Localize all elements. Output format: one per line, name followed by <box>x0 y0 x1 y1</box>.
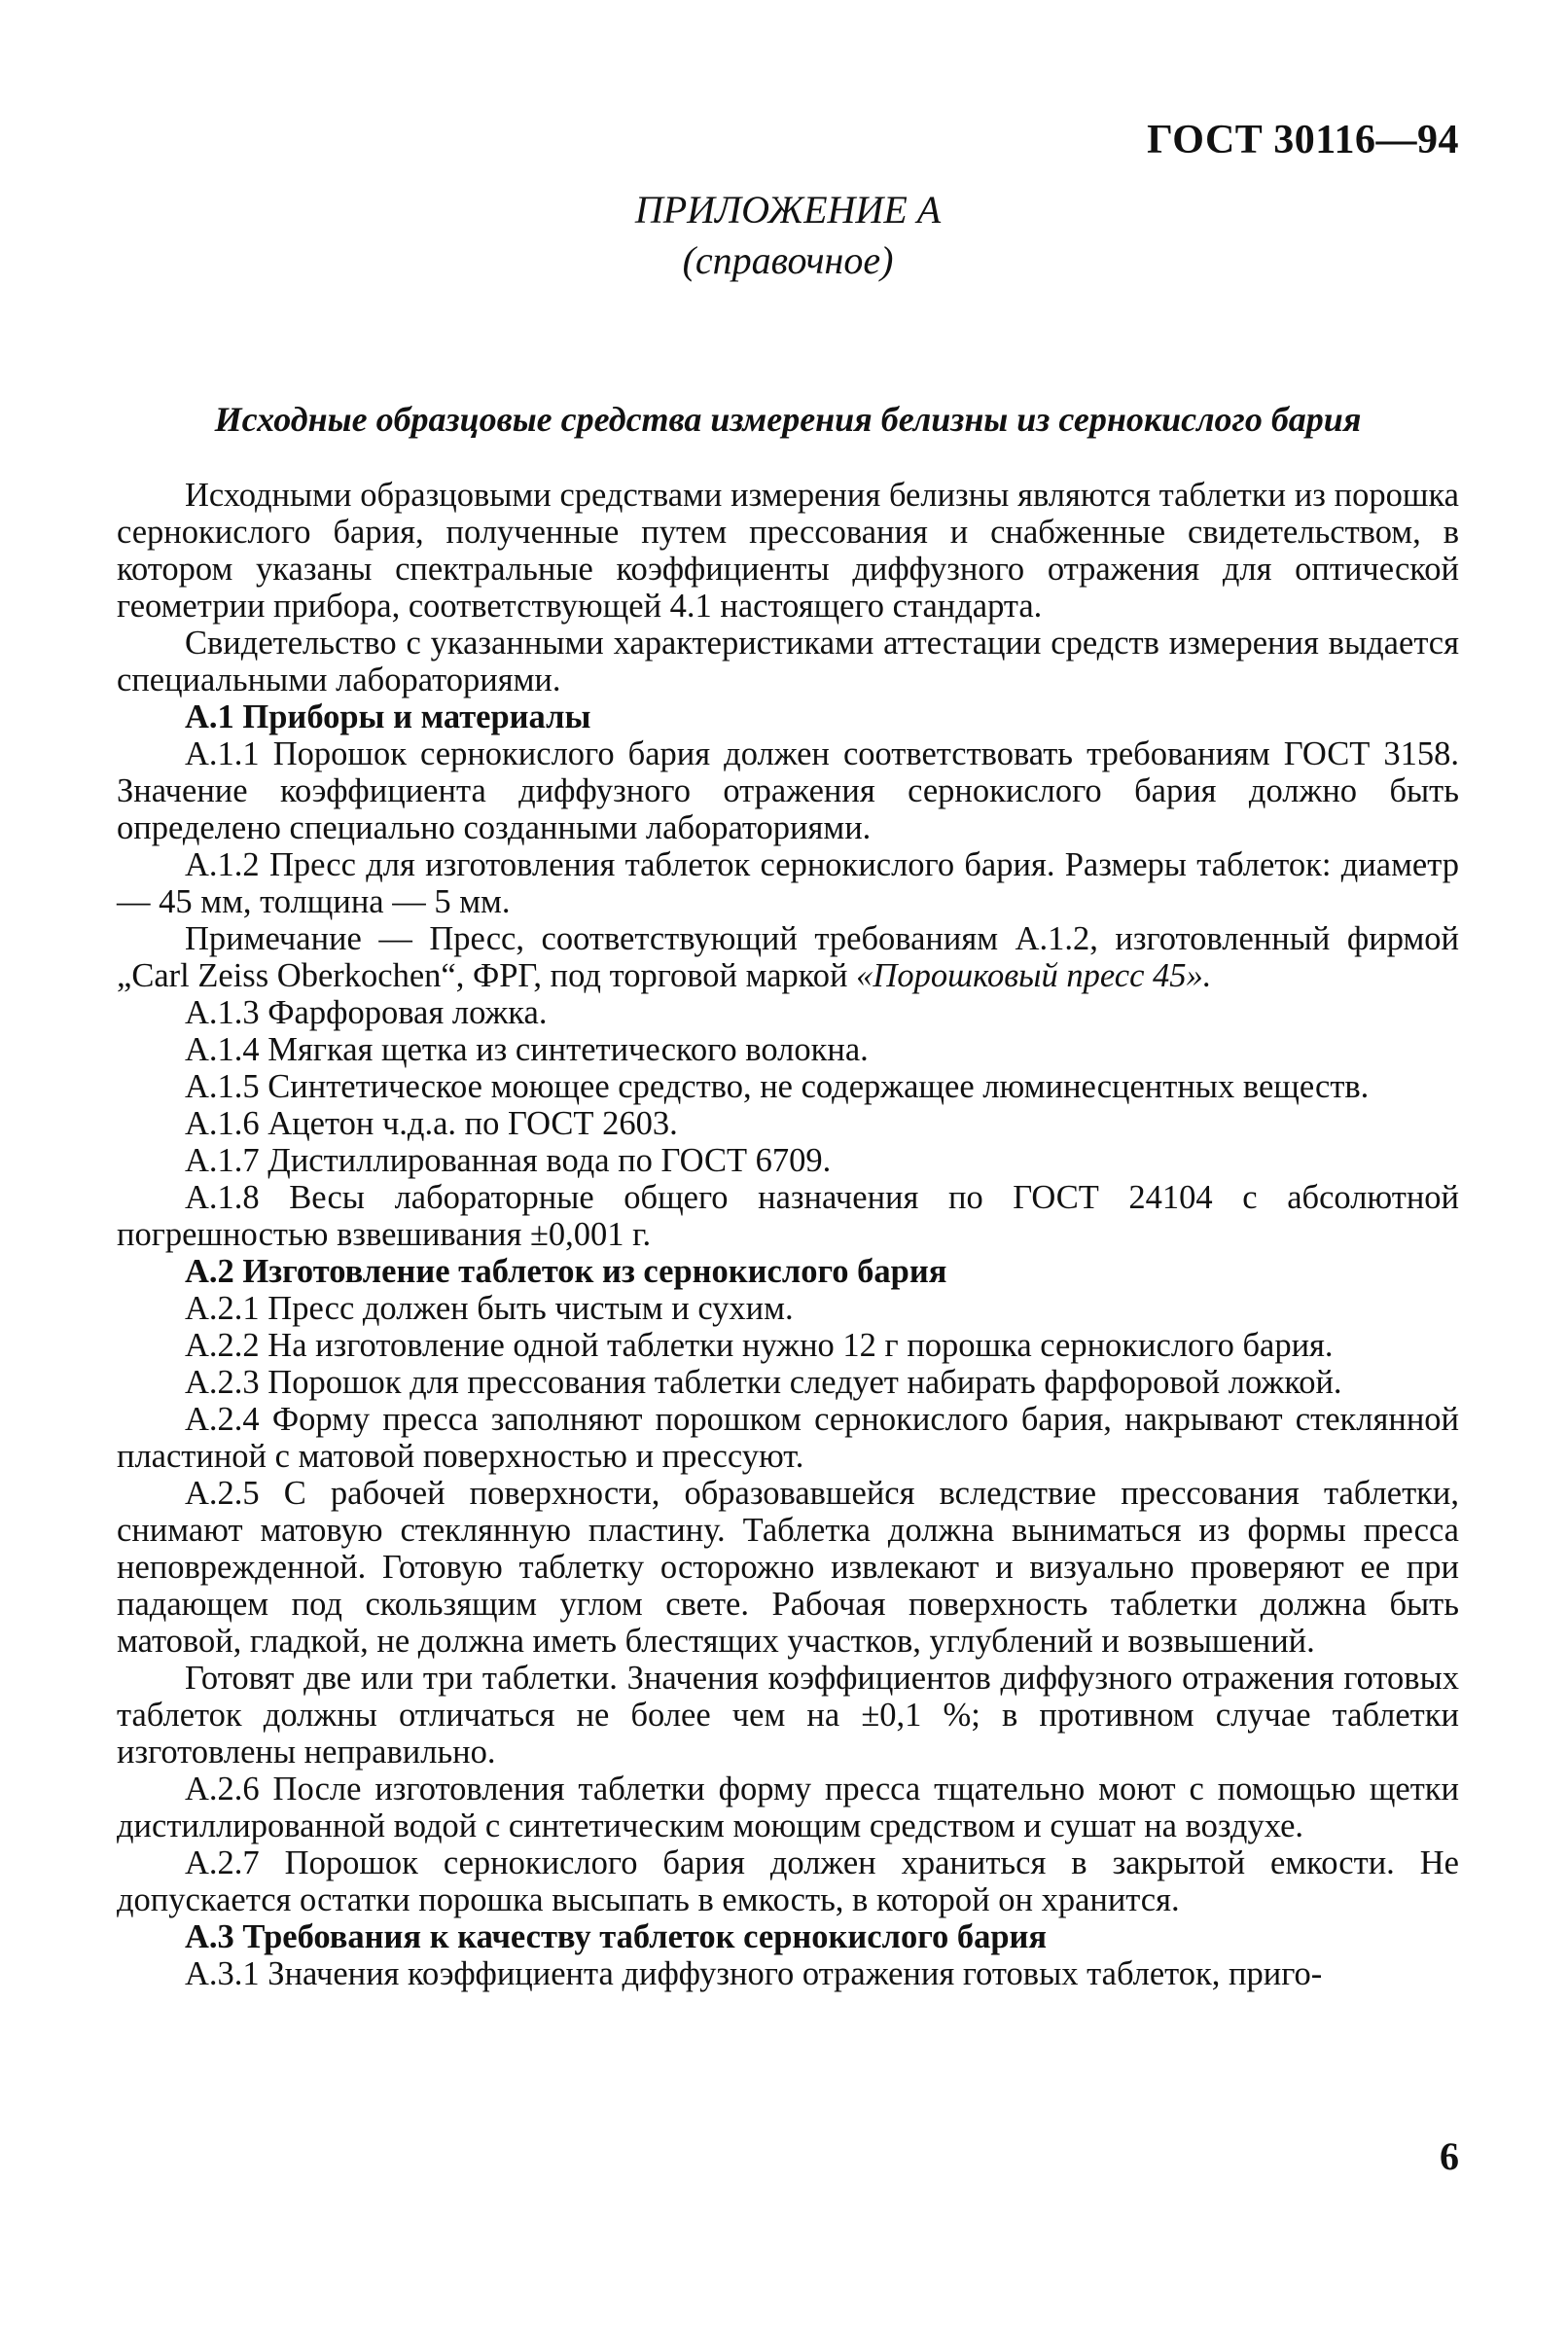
item-a2-7: А.2.7 Порошок сернокислого бария должен храниться в закрытой емкости. Не допускается остатки порошка высыпать в емкость, в которой он хранится. <box>117 1844 1459 1918</box>
document-body <box>117 477 1459 1992</box>
standard-code: ГОСТ 30116—94 <box>1147 118 1459 162</box>
item-a2-4: А.2.4 Форму пресса заполняют порошком сернокислого бария, накрывают стеклянной пластиной с матовой поверхностью и прессуют. <box>117 1401 1459 1475</box>
note-a1-2 <box>117 920 1459 994</box>
note-text: Примечание — Пресс, соответствующий требованиям А.1.2, изготовленный фирмой „Carl Zeiss Oberkochen“, ФРГ, под торговой маркой <box>117 920 1459 994</box>
item-a2-1: А.2.1 Пресс должен быть чистым и сухим. <box>185 1290 794 1327</box>
item-a2-6: А.2.6 После изготовления таблетки форму пресса тщательно моют с помощью щетки дистиллированной водой с синтетическим моющим средством и сушат на воздухе. <box>117 1771 1459 1844</box>
intro-paragraph-1: Исходными образцовыми средствами измерения белизны являются таблетки из порошка сернокислого бария, полученные путем прессования и снабженные свидетельством, в котором указаны спектральные коэффициенты диффузного отражения для оптической геометрии прибора, соответствующей 4.1 настоящего стандарта. <box>117 477 1459 625</box>
item-a1-7: А.1.7 Дистиллированная вода по ГОСТ 6709. <box>185 1142 832 1179</box>
document-title: Исходные образцовые средства измерения белизны из сернокислого бария <box>214 400 1362 439</box>
section-a2-heading: А.2 Изготовление таблеток из сернокислого бария <box>185 1253 947 1290</box>
page-number: 6 <box>1440 2134 1459 2178</box>
appendix-title: ПРИЛОЖЕНИЕ А <box>634 188 942 232</box>
item-a2-2: А.2.2 На изготовление одной таблетки нужно 12 г порошка сернокислого бария. <box>185 1327 1334 1364</box>
item-a2-3: А.2.3 Порошок для прессования таблетки следует набирать фарфоровой ложкой. <box>185 1364 1342 1401</box>
intro-paragraph-2: Свидетельство с указанными характеристиками аттестации средств измерения выдается специальными лабораториями. <box>117 625 1459 698</box>
item-a1-1: А.1.1 Порошок сернокислого бария должен соответствовать требованиям ГОСТ 3158. Значение коэффициента диффузного отражения сернокислого бария должно быть определено специально созданными лабораториями. <box>117 735 1459 846</box>
item-a1-4: А.1.4 Мягкая щетка из синтетического волокна. <box>185 1031 869 1068</box>
item-a3-1: А.3.1 Значения коэффициента диффузного отражения готовых таблеток, приго- <box>185 1955 1323 1992</box>
item-a1-2: А.1.2 Пресс для изготовления таблеток сернокислого бария. Размеры таблеток: диаметр — 45 мм, толщина — 5 мм. <box>117 846 1459 920</box>
appendix-header <box>117 185 1459 286</box>
section-a1-heading: А.1 Приборы и материалы <box>185 698 591 735</box>
note-trademark: «Порошковый пресс 45». <box>856 957 1212 994</box>
item-a1-6: А.1.6 Ацетон ч.д.а. по ГОСТ 2603. <box>185 1105 678 1142</box>
appendix-note: (справочное) <box>682 238 894 282</box>
item-a1-8: А.1.8 Весы лабораторные общего назначения по ГОСТ 24104 с абсолютной погрешностью взвешивания ±0,001 г. <box>117 1179 1459 1253</box>
section-a3-heading: А.3 Требования к качеству таблеток сернокислого бария <box>185 1918 1048 1955</box>
document-page <box>117 117 1459 2218</box>
item-a2-5-continued: Готовят две или три таблетки. Значения коэффициентов диффузного отражения готовых таблеток должны отличаться не более чем на ±0,1 %; в противном случае таблетки изготовлены неправильно. <box>117 1660 1459 1771</box>
item-a1-5: А.1.5 Синтетическое моющее средство, не содержащее люминесцентных веществ. <box>185 1068 1370 1105</box>
item-a2-5: А.2.5 С рабочей поверхности, образовавшейся вследствие прессования таблетки, снимают матовую стеклянную пластину. Таблетка должна выниматься из формы пресса неповрежденной. Готовую таблетку осторожно извлекают и визуально проверяют ее при падающем под скользящим углом свете. Рабочая поверхность таблетки должна быть матовой, гладкой, не должна иметь блестящих участков, углублений и возвышений. <box>117 1475 1459 1660</box>
item-a1-3: А.1.3 Фарфоровая ложка. <box>185 994 548 1031</box>
